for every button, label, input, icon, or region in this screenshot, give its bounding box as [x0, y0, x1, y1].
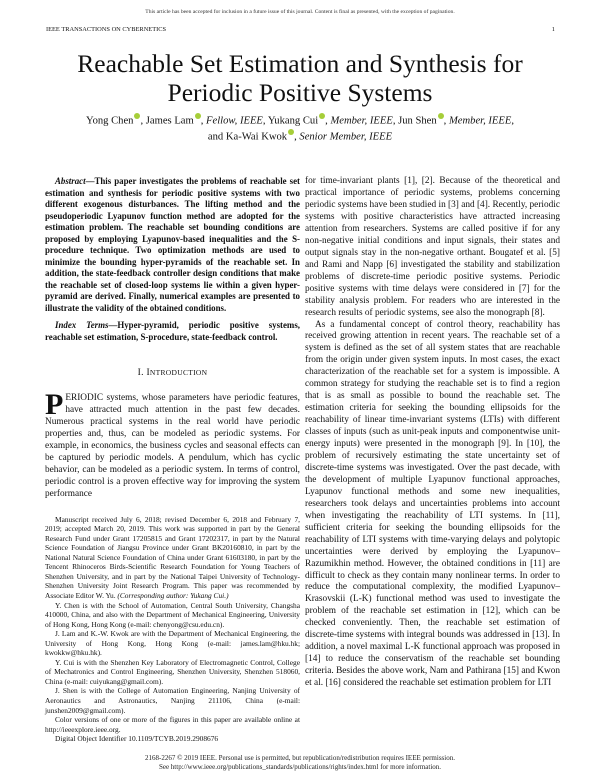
- author-name: Yukang Cui: [267, 115, 319, 127]
- index-terms: [45, 320, 300, 343]
- left-column: [45, 176, 300, 744]
- paper-title: [0, 49, 600, 107]
- author-role: Member, IEEE: [448, 115, 512, 127]
- abstract-text: —This paper investigates the problems of reachable set estimation and synthesis for periodic positive systems with two different exogenous disturbances. The lifting method and the pseudoperiodic Lyapunov function method are adopted for the estimation problem. The reachable set bounding conditions are proposed by employing Lyapunov-based inequalities and the S-procedure technique. Two optimization methods are used to minimize the bounding hyper-pyramids of the reachable set. In addition, the state-feedback controller design conditions that make the reachable set of closed-loop systems lie within a given hyper-pyramid are derived. Finally, numerical examples are presented to illustrate the validity of the obtained conditions.: [45, 176, 300, 313]
- separator: ,: [200, 115, 207, 127]
- author-role: Fellow, IEEE: [206, 115, 263, 127]
- abstract-label: Abstract: [55, 176, 86, 187]
- section-number: I.: [137, 368, 147, 379]
- copyright-line-2: See http://www.ieee.org/publications_standards/publications/rights/index.html for more information.: [158, 763, 442, 772]
- journal-name: IEEE TRANSACTIONS ON CYBERNETICS: [46, 26, 167, 33]
- author-name: Jun Shen: [398, 115, 437, 127]
- footnote-doi: Digital Object Identifier 10.1109/TCYB.2019.2908676: [55, 734, 219, 744]
- author-role: Member, IEEE: [330, 115, 393, 127]
- section-title-rest: NTRODUCTION: [149, 368, 208, 378]
- footnote-manuscript: [45, 515, 300, 601]
- separator: ,: [325, 115, 331, 127]
- abstract: [45, 176, 300, 314]
- copyright-notice: [0, 754, 600, 773]
- separator: ,: [140, 115, 146, 127]
- separator: and: [207, 131, 226, 143]
- author-name: Ka-Wai Kwok: [225, 131, 288, 143]
- intro-text: ERIODIC systems, whose parameters have periodic features, have attracted much attention in the past few decades. Numerous practical systems in the real world have periodic properties and, thus, can be modeled as periodic systems. For example, in economics, the business cycles and seasonal effects can be captured by periodic models. A pendulum, which has cyclic behavior, can be modeled as a periodic system. In terms of control, periodic control is a proven effective way for improving the system performance: [45, 393, 300, 499]
- footnote-affiliation: Y. Cui is with the Shenzhen Key Laboratory of Electromagnetic Control, College of Mechatronics and Control Engineering, Shenzhen University, Shenzhen 518060, China (e-mail: cuiyukang@gmail.com).: [45, 657, 300, 686]
- author-name: James Lam: [145, 115, 194, 127]
- body-paragraph: for time-invariant plants [1], [2]. Because of the theoretical and practical importance of periodic systems, problems concerning periodic systems have been studied in [3] and [4]. Recently, periodic systems with positive characteristics have attracted increasing attention from researchers. Systems are called positive if for any non-negative initial conditions and input signals, their states and output signals stay in the non-negative orthant. Bougatef et al. [5] and Rami and Napp [6] investigated the stability and stabilization problems of discrete-time periodic positive systems. Periodic positive systems with time delays were considered in [7] for the stability analysis problem. For readers who are interested in the research results of periodic systems, see also the monograph [8].: [305, 176, 560, 318]
- footnote-affiliation: J. Shen is with the College of Automation Engineering, Nanjing University of Aeronautics and Astronautics, Nanjing 211106, China (e-mail: junshen2009@gmail.com).: [45, 686, 300, 715]
- footnote-color-versions: Color versions of one or more of the figures in this paper are available online at http://ieeexplore.ieee.org.: [45, 715, 300, 734]
- corresponding-author: (Corresponding author: Yukang Cui.): [117, 591, 229, 601]
- acceptance-notice: This article has been accepted for inclusion in a future issue of this journal. Content is final as presented, with the exception of pagination.: [145, 9, 455, 15]
- separator: ,: [262, 115, 268, 127]
- footnote-affiliation: J. Lam and K.-W. Kwok are with the Department of Mechanical Engineering, the University of Hong Kong, Hong Kong (e-mail: james.lam@hku.hk; kwokkw@hku.hk).: [45, 629, 300, 658]
- index-terms-label: Index Terms: [55, 320, 109, 331]
- copyright-line-1: 2168-2267 © 2019 IEEE. Personal use is permitted, but republication/redistribution requires IEEE permission.: [145, 753, 455, 762]
- author-role: Senior Member, IEEE: [299, 131, 393, 143]
- title-line-2: Periodic Positive Systems: [167, 78, 433, 107]
- separator: ,: [392, 115, 399, 127]
- section-initial: I: [146, 368, 150, 379]
- running-header: [46, 26, 555, 34]
- author-list: [0, 113, 600, 144]
- separator: ,: [443, 115, 449, 127]
- drop-cap: P: [45, 393, 64, 422]
- introduction-paragraph: [45, 393, 300, 501]
- separator: ,: [294, 131, 300, 143]
- title-line-1: Reachable Set Estimation and Synthesis for: [77, 49, 523, 78]
- section-heading-introduction: [45, 367, 300, 379]
- right-column: [305, 176, 560, 744]
- footnote-manuscript-text: Manuscript received July 6, 2018; revised December 6, 2018 and February 7, 2019; accepted March 20, 2019. This work was supported in part by the General Research Fund under Grant 17205815 and Grant 17202317, in part by the Natural Science Foundation of Jiangsu Province under Grant BK20160810, in part by the National Natural Science Foundation of China under Grant 61603180, in part by the Tencent Rhinoceros Birds-Scientific Research Foundation for Young Teachers of Shenzhen University, and in part by the National Taipei University of Technology-Shenzhen University Joint Research Program. This paper was recommended by Associate Editor W. Yu.: [45, 514, 300, 601]
- footnotes: [45, 515, 300, 744]
- index-terms-text: —Hyper-pyramid, periodic positive systems, reachable set estimation, S-procedure, state-feedback control.: [45, 320, 300, 342]
- footnote-affiliation: Y. Chen is with the School of Automation, Central South University, Changsha 410000, China, and also with the Department of Mechanical Engineering, University of Hong Kong, Hong Kong (e-mail: chenyong@csu.edu.cn).: [45, 600, 300, 629]
- author-name: Yong Chen: [85, 115, 134, 127]
- page-number: 1: [551, 26, 555, 33]
- body-paragraph: As a fundamental concept of control theory, reachability has received growing attention in recent years. The reachable set of a system is defined as the set of all system states that are reachable from the origin under given system inputs. In most cases, the exact characterization of the reachable set for a system is impossible. A common strategy for studying the reachable set is to find a region that is as small as possible to bound the reachable set. The estimation criteria for seeking the bounding ellipsoids for the reachability of linear time-invariant systems (LTIs) with different classes of inputs (such as unit-peak inputs and componentwise unit-energy inputs) were presented in the monograph [9]. In [10], the problem of recursively estimating the state uncertainty set of discrete-time systems was investigated. Over the past decade, with the development of multiple Lyapunov functional approaches, Lyapunov functional methods and some new inequalities, researchers took delays and uncertainties problems into account when investigating the reachability of LTI systems. In [11], sufficient criteria for seeking the bounding ellipsoids for the reachability of LTI systems with time-varying delays and polytopic uncertainties were derived by employing the Lyapunov–Razumikhin method. However, the obtained conditions in [11] are difficult to check as they contain many nonlinear terms. In order to reduce the computational complexity, the modified Lyapunov–Krasovskii (L-K) functional method was used to investigate the problem of the reachable set estimation in [12], which can be checked conveniently. Then, the reachable set estimation of discrete-time systems with integral bounds was addressed in [13]. In addition, a novel maximal L-K functional approach was proposed in [14] to reduce the conservatism of the reachable set bounding criteria. Besides the above work, Nam and Pathirana [15] and Kwon et al. [16] considered the reachable set estimation problem for LTI: [305, 319, 560, 689]
- separator: ,: [511, 115, 514, 127]
- two-column-body: [45, 176, 560, 744]
